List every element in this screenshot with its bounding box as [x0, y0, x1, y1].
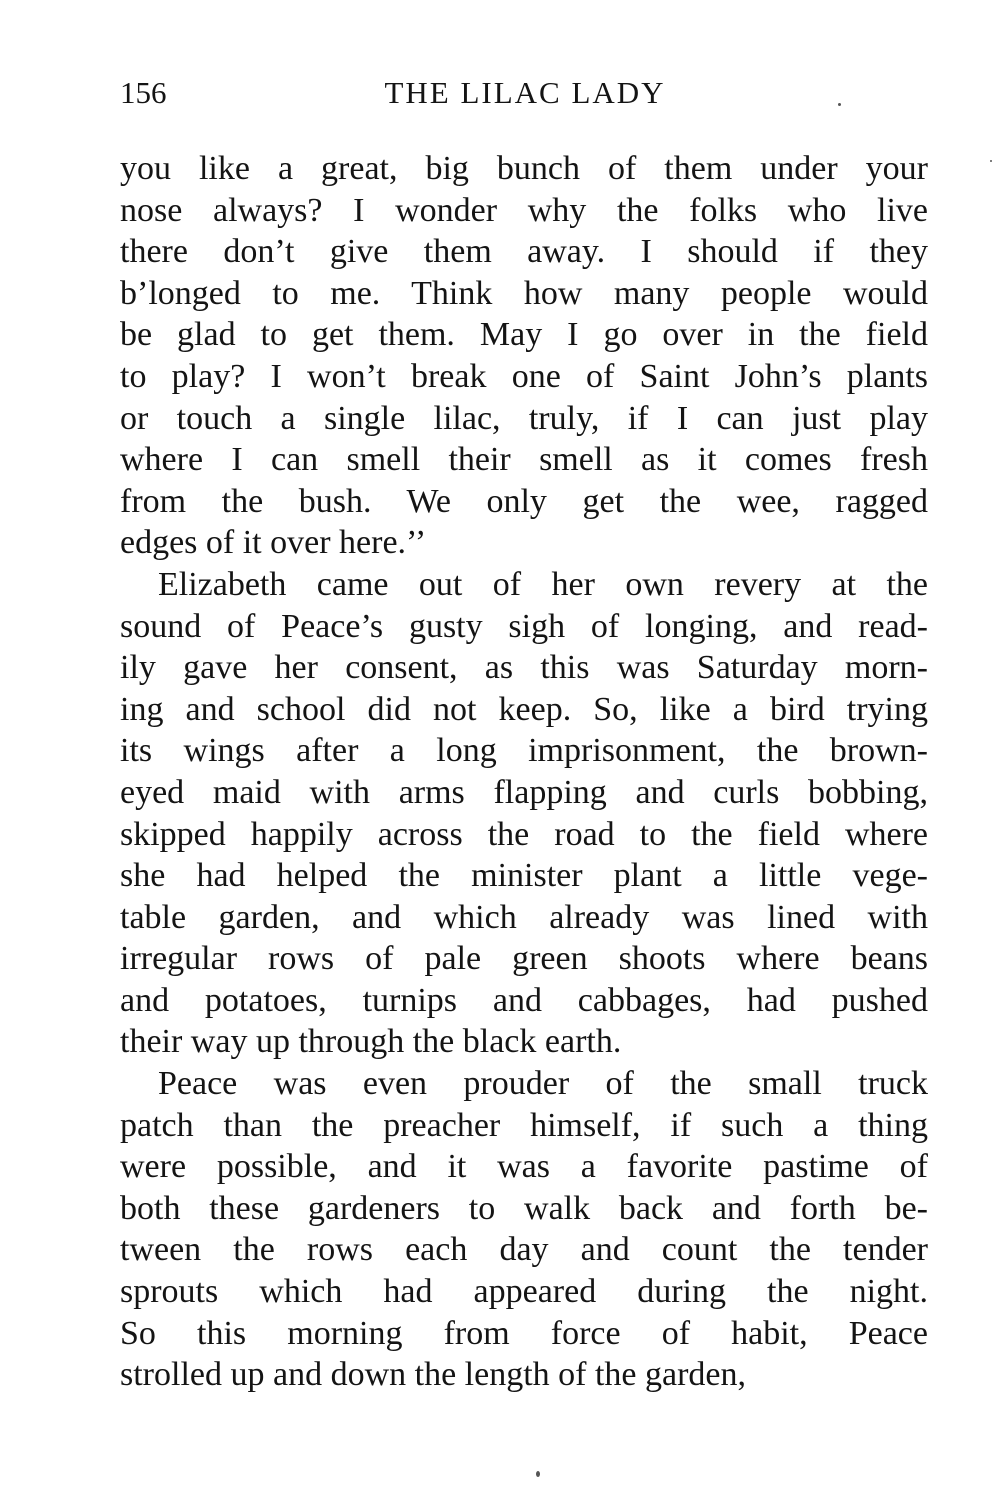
paragraph — [120, 1063, 928, 1396]
text-line: irregular rows of pale green shoots where beans — [120, 940, 928, 978]
text-line: So this morning from force of habit, Peace — [120, 1314, 928, 1352]
text-line: tween the rows each day and count the tender — [120, 1231, 928, 1269]
scan-speck — [990, 160, 992, 162]
book-title: THE LILAC LADY — [384, 75, 666, 110]
text-line: and potatoes, turnips and cabbages, had pushed — [120, 981, 928, 1019]
text-line: you like a great, big bunch of them under your — [120, 150, 928, 187]
text-line: strolled up and down the length of the garden, — [120, 1356, 747, 1394]
text-line: edges of it over here.’’ — [120, 524, 427, 562]
running-head — [120, 70, 930, 116]
text-line: ily gave her consent, as this was Saturday morn- — [120, 649, 928, 687]
page-number: 156 — [120, 75, 167, 110]
text-line: be glad to get them. May I go over in the field — [120, 316, 928, 354]
text-line: ing and school did not keep. So, like a bird trying — [120, 690, 928, 728]
body-text — [120, 148, 928, 1396]
text-line: their way up through the black earth. — [120, 1023, 622, 1061]
text-line: b’longed to me. Think how many people would — [120, 274, 928, 312]
text-line: sprouts which had appeared during the night. — [120, 1273, 928, 1311]
scan-speck — [838, 103, 841, 106]
text-line: sound of Peace’s gusty sigh of longing, and read- — [120, 607, 928, 645]
text-line: skipped happily across the road to the field where — [120, 815, 928, 853]
text-line: Peace was even prouder of the small truck — [158, 1065, 928, 1103]
text-line: were possible, and it was a favorite pastime of — [120, 1148, 928, 1186]
paragraph — [120, 148, 928, 564]
text-line: both these gardeners to walk back and forth be- — [120, 1189, 928, 1227]
text-line: or touch a single lilac, truly, if I can just play — [120, 399, 928, 437]
text-line: eyed maid with arms flapping and curls bobbing, — [120, 773, 928, 811]
text-line: to play? I won’t break one of Saint John’s plants — [120, 357, 928, 395]
text-line: table garden, and which already was lined with — [120, 898, 928, 936]
text-line: nose always? I wonder why the folks who live — [120, 191, 928, 229]
text-line: there don’t give them away. I should if they — [120, 233, 928, 271]
text-line: patch than the preacher himself, if such a thing — [120, 1106, 928, 1144]
text-line: its wings after a long imprisonment, the brown- — [120, 732, 928, 770]
text-line: from the bush. We only get the wee, ragged — [120, 482, 928, 520]
text-line: she had helped the minister plant a little vege- — [120, 857, 928, 895]
scan-speck — [536, 1471, 540, 1477]
text-line: Elizabeth came out of her own revery at the — [158, 565, 928, 603]
paragraph — [120, 564, 928, 1063]
text-line: where I can smell their smell as it comes fresh — [120, 441, 928, 479]
